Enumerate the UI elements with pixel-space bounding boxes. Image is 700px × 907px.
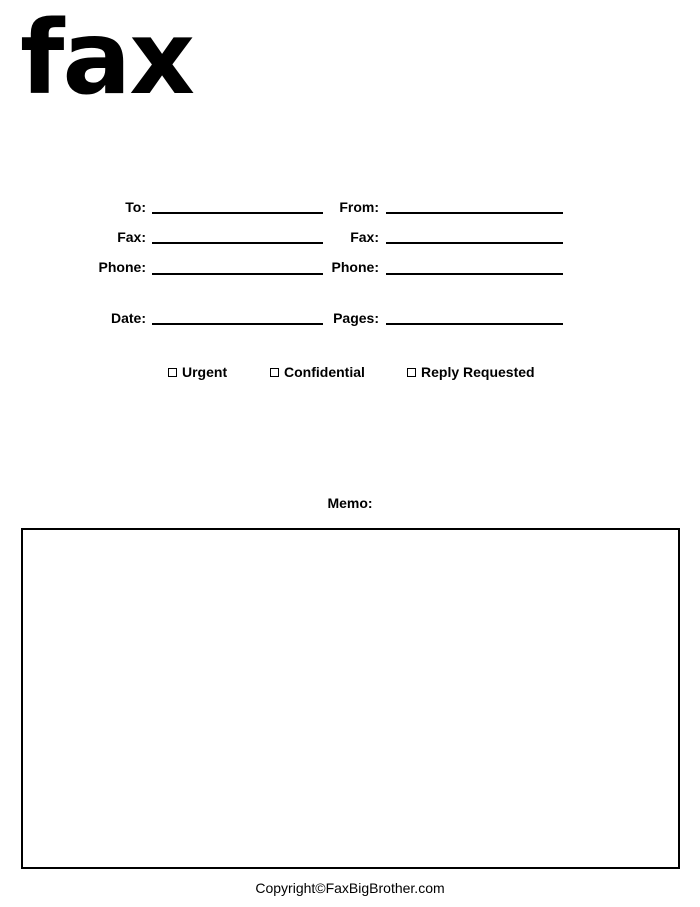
phone-from-field-line[interactable] [386, 273, 563, 275]
urgent-label: Urgent [182, 364, 228, 380]
urgent-checkbox[interactable] [168, 364, 227, 380]
pages-label: Pages: [333, 310, 379, 326]
pages-field-line[interactable] [386, 323, 563, 325]
checkbox-icon [407, 368, 416, 377]
fax-from-field-line[interactable] [386, 242, 563, 244]
copyright-footer: Copyright©FaxBigBrother.com [255, 880, 445, 896]
memo-box[interactable] [21, 528, 680, 869]
fax-from-label: Fax: [350, 229, 379, 245]
checkbox-icon [168, 368, 177, 377]
from-label: From: [339, 199, 379, 215]
checkbox-icon [270, 368, 279, 377]
to-label: To: [125, 199, 146, 215]
phone-to-label: Phone: [98, 259, 146, 275]
confidential-checkbox[interactable] [270, 364, 365, 380]
reply-requested-checkbox[interactable] [407, 364, 535, 380]
date-field-line[interactable] [152, 323, 323, 325]
from-field-line[interactable] [386, 212, 563, 214]
confidential-label: Confidential [284, 364, 365, 380]
phone-from-label: Phone: [331, 259, 379, 275]
fax-to-field-line[interactable] [152, 242, 323, 244]
memo-label: Memo: [327, 495, 373, 511]
phone-to-field-line[interactable] [152, 273, 323, 275]
fax-to-label: Fax: [117, 229, 146, 245]
to-field-line[interactable] [152, 212, 323, 214]
reply-requested-label: Reply Requested [421, 364, 535, 380]
fax-title: fax [20, 0, 193, 118]
date-label: Date: [110, 310, 146, 326]
